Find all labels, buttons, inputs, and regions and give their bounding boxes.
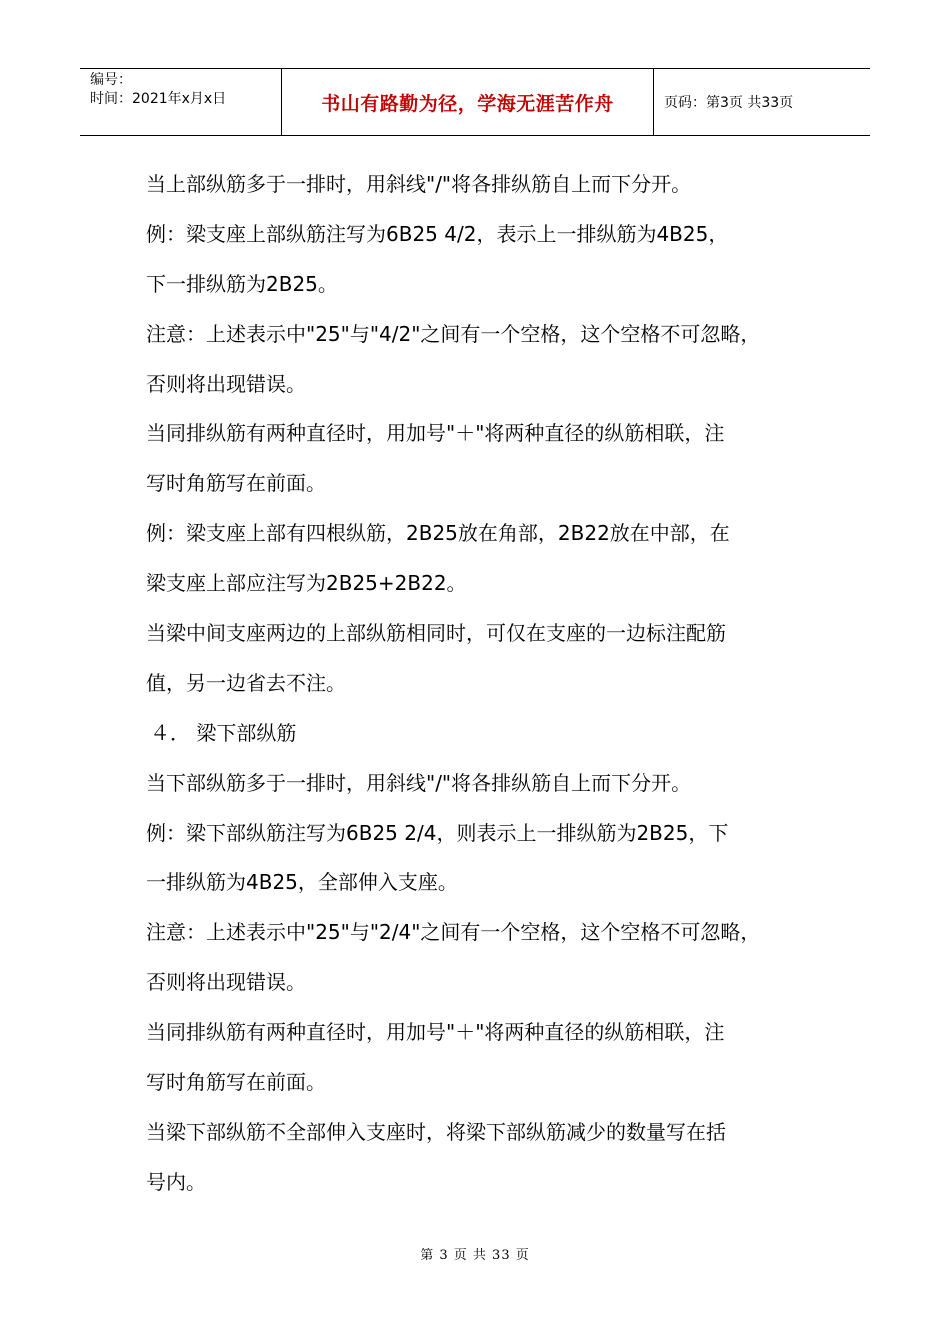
body-line: 下一排纵筋为2B25。	[146, 271, 338, 296]
body-line: 当同排纵筋有两种直径时，用加号"＋"将两种直径的纵筋相联，注	[146, 421, 725, 446]
body-line: 写时角筋写在前面。	[146, 1070, 326, 1095]
body-line: 当梁下部纵筋不全部伸入支座时，将梁下部纵筋减少的数量写在括	[146, 1119, 726, 1144]
body-line: 一排纵筋为4B25，全部伸入支座。	[146, 870, 458, 895]
body-line: 例：梁支座上部有四根纵筋，2B25放在角部，2B22放在中部，在	[146, 521, 730, 546]
body-line: 当上部纵筋多于一排时，用斜线"/"将各排纵筋自上而下分开。	[146, 172, 692, 196]
body-line: 当同排纵筋有两种直径时，用加号"＋"将两种直径的纵筋相联，注	[146, 1020, 725, 1045]
body-line: 值，另一边省去不注。	[146, 670, 346, 695]
document-header	[80, 68, 870, 136]
body-line: 否则将出现错误。	[146, 371, 306, 396]
number-label: 编号：	[90, 72, 132, 88]
page-footer: 第 3 页 共 33 页	[420, 1248, 530, 1263]
body-line: 注意：上述表示中"25"与"2/4"之间有一个空格，这个空格不可忽略，	[146, 920, 761, 945]
body-line: 注意：上述表示中"25"与"4/2"之间有一个空格，这个空格不可忽略，	[146, 321, 761, 346]
body-line: 例：梁支座上部纵筋注写为6B25 4/2，表示上一排纵筋为4B25，	[146, 221, 729, 246]
body-line: 号内。	[146, 1169, 206, 1194]
body-line: 例：梁下部纵筋注写为6B25 2/4，则表示上一排纵筋为2B25，下	[146, 820, 729, 845]
document-body	[146, 162, 826, 1210]
body-line: 当梁中间支座两边的上部纵筋相同时，可仅在支座的一边标注配筋	[146, 621, 726, 646]
header-page-info: 页码：第3页 共33页	[664, 95, 794, 111]
body-line: 梁支座上部应注写为2B25+2B22。	[146, 571, 467, 596]
body-line: 否则将出现错误。	[146, 970, 306, 995]
header-motto: 书山有路勤为径，学海无涯苦作舟	[282, 69, 654, 135]
body-line: 当下部纵筋多于一排时，用斜线"/"将各排纵筋自上而下分开。	[146, 770, 692, 795]
section-heading: ４． 梁下部纵筋	[150, 720, 297, 745]
time-label: 时间：2021年x月x日	[90, 91, 227, 107]
body-line: 写时角筋写在前面。	[146, 471, 326, 496]
header-meta	[80, 69, 282, 135]
